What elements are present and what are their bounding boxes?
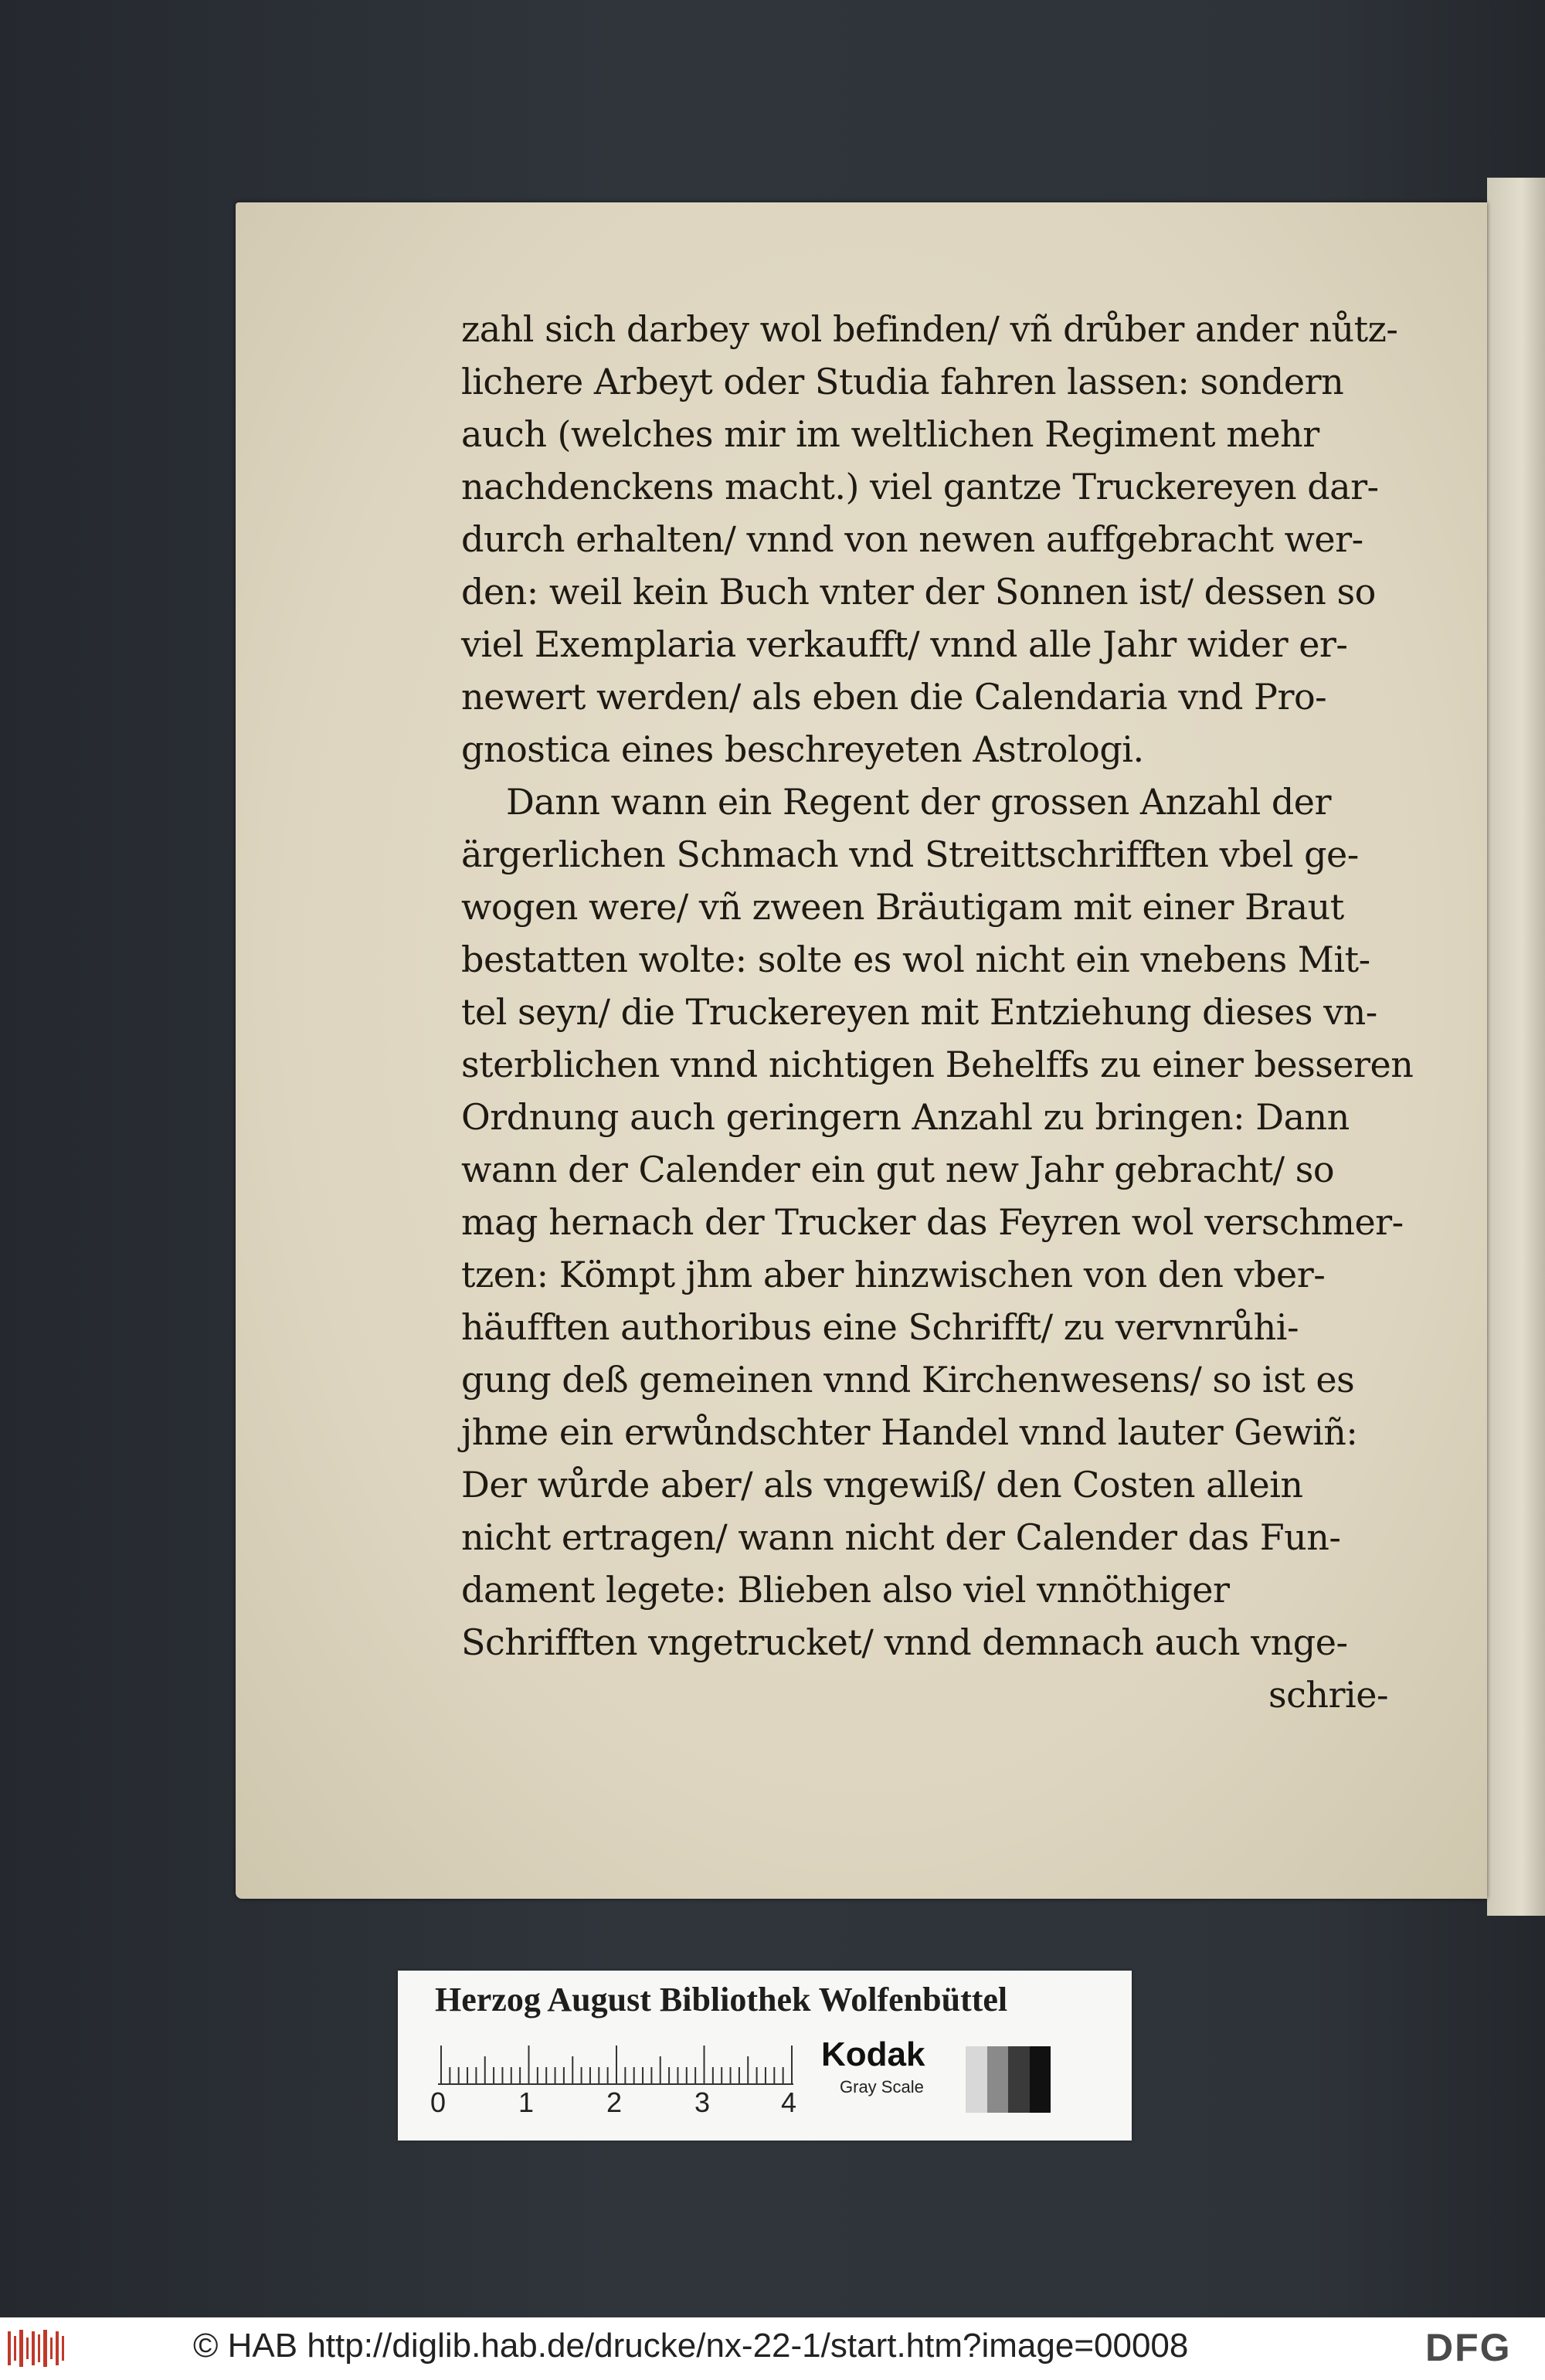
text-line: Dann wann ein Regent der grossen Anzahl der xyxy=(506,781,1332,823)
text-line: viel Exemplaria verkaufft/ vnnd alle Jahr wider er- xyxy=(461,623,1348,665)
text-line: newert werden/ als eben die Calendaria vnd Pro- xyxy=(461,676,1327,718)
text-line: den: weil kein Buch vnter der Sonnen ist/ dessen so xyxy=(461,571,1376,613)
gray-scale-patches xyxy=(966,2046,1051,2113)
text-line: gung deß gemeinen vnnd Kirchenwesens/ so ist es xyxy=(461,1359,1355,1400)
gray-patch xyxy=(987,2046,1009,2113)
text-line: sterblichen vnnd nichtigen Behelffs zu einer besseren xyxy=(461,1044,1414,1085)
text-line: wann der Calender ein gut new Jahr gebracht/ so xyxy=(461,1149,1335,1190)
text-line: Schrifften vngetrucket/ vnnd demnach auch vnge- xyxy=(461,1621,1348,1663)
text-line: zahl sich darbey wol befinden/ vñ drůber ander nůtz- xyxy=(461,308,1398,350)
text-line: durch erhalten/ vnnd von newen auffgebracht wer- xyxy=(461,518,1363,560)
scale-number-2: 2 xyxy=(606,2086,623,2118)
text-line: wogen were/ vñ zween Bräutigam mit einer Braut xyxy=(461,886,1344,928)
scale-number-4: 4 xyxy=(781,2086,797,2118)
text-line: dament legete: Blieben also viel vnnöthiger xyxy=(461,1569,1230,1611)
footer-bar xyxy=(0,2317,1545,2380)
ruler-scale xyxy=(438,2042,801,2085)
next-page-edge xyxy=(1487,178,1545,1916)
scale-number-3: 3 xyxy=(694,2086,711,2118)
text-line: nachdenckens macht.) viel gantze Truckereyen dar- xyxy=(461,466,1379,508)
book-page xyxy=(236,202,1487,1899)
text-line: Der wůrde aber/ als vngewiß/ den Costen allein xyxy=(461,1464,1303,1506)
scale-number-1: 1 xyxy=(518,2086,535,2118)
gray-scale-label: Gray Scale xyxy=(840,2077,924,2097)
text-line: lichere Arbeyt oder Studia fahren lassen: sondern xyxy=(461,361,1344,402)
text-line: tzen: Kömpt jhm aber hinzwischen von den vber- xyxy=(461,1254,1326,1295)
kodak-logo: Kodak xyxy=(821,2035,925,2073)
text-line: nicht ertragen/ wann nicht der Calender das Fun- xyxy=(461,1516,1341,1558)
color-target-card xyxy=(398,1971,1132,2141)
text-line: auch (welches mir im weltlichen Regiment mehr xyxy=(461,413,1319,455)
gray-patch xyxy=(966,2046,987,2113)
gray-patch xyxy=(1030,2046,1051,2113)
text-line: jhme ein erwůndschter Handel vnnd lauter Gewiñ: xyxy=(461,1411,1358,1453)
library-name: Herzog August Bibliothek Wolfenbüttel xyxy=(435,1981,1008,2018)
scale-number-0: 0 xyxy=(430,2086,447,2118)
text-line: ärgerlichen Schmach vnd Streittschrifften vbel ge- xyxy=(461,834,1359,875)
text-line: häufften authoribus eine Schrifft/ zu vervnrůhi- xyxy=(461,1306,1299,1348)
text-line: mag hernach der Trucker das Feyren wol verschmer- xyxy=(461,1201,1404,1243)
text-line: gnostica eines beschreyeten Astrologi. xyxy=(461,728,1144,770)
text-line: tel seyn/ die Truckereyen mit Entziehung dieses vn- xyxy=(461,991,1377,1033)
copyright-link[interactable]: © HAB http://diglib.hab.de/drucke/nx-22-1/start.htm?image=00008 xyxy=(193,2327,1189,2365)
barcode-icon xyxy=(6,2328,66,2368)
dfg-logo: DFG xyxy=(1425,2326,1512,2369)
catchword: schrie- xyxy=(1268,1674,1388,1716)
page-body-text xyxy=(461,303,1414,1721)
text-line: Ordnung auch geringern Anzahl zu bringen: Dann xyxy=(461,1096,1350,1138)
text-line: bestatten wolte: solte es wol nicht ein vnebens Mit- xyxy=(461,939,1370,980)
gray-patch xyxy=(1008,2046,1030,2113)
